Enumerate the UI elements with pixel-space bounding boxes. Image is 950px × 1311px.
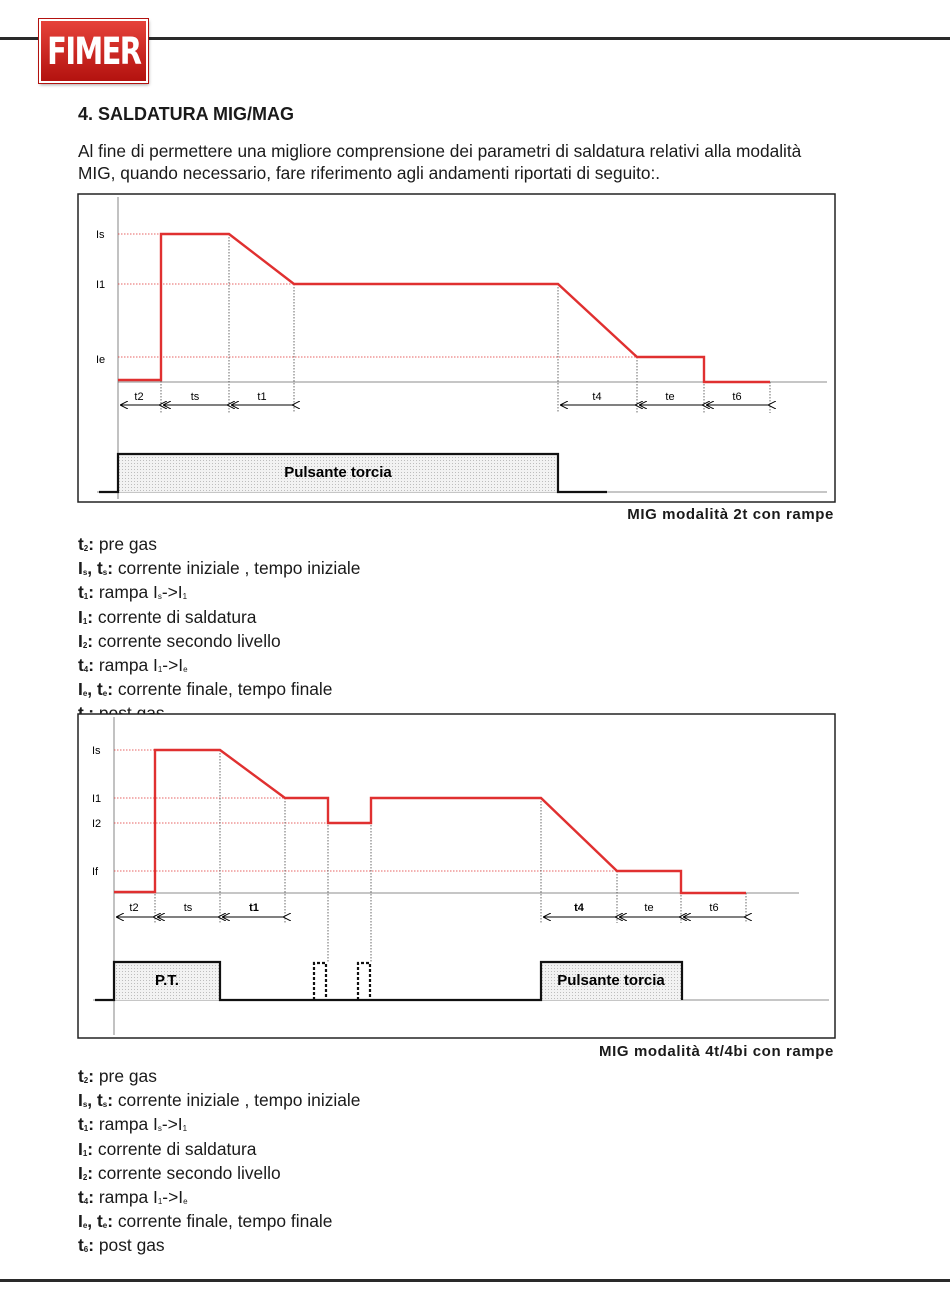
trigger-label-short: P.T. xyxy=(155,972,179,989)
level-label-is: Is xyxy=(92,745,101,757)
interval-label-t2: t2 xyxy=(134,391,144,403)
level-label-is: Is xyxy=(96,229,105,241)
interval-label-te: te xyxy=(665,391,675,403)
logo-text: FIMER xyxy=(46,29,141,73)
interval-label-t4: t4 xyxy=(592,391,602,403)
interval-label-t6: t6 xyxy=(732,391,742,403)
legend-item: $t_1$: rampa $I_s->I_1$ xyxy=(78,1114,188,1135)
diagram-2t xyxy=(77,193,837,505)
interval-label-te: te xyxy=(644,902,654,914)
legend-item: $I_1$: corrente di saldatura xyxy=(78,606,257,627)
legend-item: $I_e$, $t_e$: corrente finale, tempo finale xyxy=(78,1211,333,1232)
legend-item: $I_s$, $t_s$: corrente iniziale , tempo iniziale xyxy=(78,558,361,579)
interval-label-ts: ts xyxy=(183,902,193,914)
legend-item: $t_4$: rampa $I_1->I_e$ xyxy=(78,1187,188,1208)
level-label-if: If xyxy=(92,866,99,878)
interval-label-t2: t2 xyxy=(129,902,139,914)
interval-label-t4: t4 xyxy=(574,902,584,914)
legend-item: $I_2$: corrente secondo livello xyxy=(78,630,281,651)
legend-4t xyxy=(78,1066,360,1260)
interval-label-t1: t1 xyxy=(257,391,267,403)
legend-item: $t_4$: rampa $I_1->I_e$ xyxy=(78,655,188,676)
legend-item: $I_s$, $t_s$: corrente iniziale , tempo iniziale xyxy=(78,1090,361,1111)
legend-item: $I_e$, $t_e$: corrente finale, tempo finale xyxy=(78,679,333,700)
diagram-4t xyxy=(77,713,837,1041)
legend-item: $t_2$: pre gas xyxy=(78,1066,157,1086)
trigger-label: Pulsante torcia xyxy=(284,464,392,481)
legend-item: $t_1$: rampa $I_s->I_1$ xyxy=(78,582,188,603)
legend-item: $I_2$: corrente secondo livello xyxy=(78,1162,281,1183)
level-label-i1: I1 xyxy=(96,279,106,291)
level-label-ie: Ie xyxy=(96,354,106,366)
legend-item: $t_2$: pre gas xyxy=(78,534,157,554)
footer-rule xyxy=(0,1279,950,1282)
diagram2-caption: MIG modalità 4t/4bi con rampe xyxy=(599,1043,834,1060)
trigger-label: Pulsante torcia xyxy=(557,972,665,989)
interval-label-t1: t1 xyxy=(249,902,259,914)
legend-2t xyxy=(78,534,360,728)
section-title: 4. SALDATURA MIG/MAG xyxy=(78,104,294,124)
diagram1-caption: MIG modalità 2t con rampe xyxy=(627,506,834,523)
legend-item: $I_1$: corrente di saldatura xyxy=(78,1138,257,1159)
level-label-i1: I1 xyxy=(92,793,102,805)
level-label-i2: I2 xyxy=(92,818,102,830)
intro-paragraph: Al fine di permettere una migliore comprensione dei parametri di saldatura relativi alla modalità MIG, quando necessario, fare riferimento agli andamenti riportati di seguito:. xyxy=(78,141,802,183)
interval-label-t6: t6 xyxy=(709,902,719,914)
fimer-logo xyxy=(39,19,148,83)
legend-item: $t_6$: post gas xyxy=(78,1235,165,1256)
interval-label-ts: ts xyxy=(190,391,200,403)
